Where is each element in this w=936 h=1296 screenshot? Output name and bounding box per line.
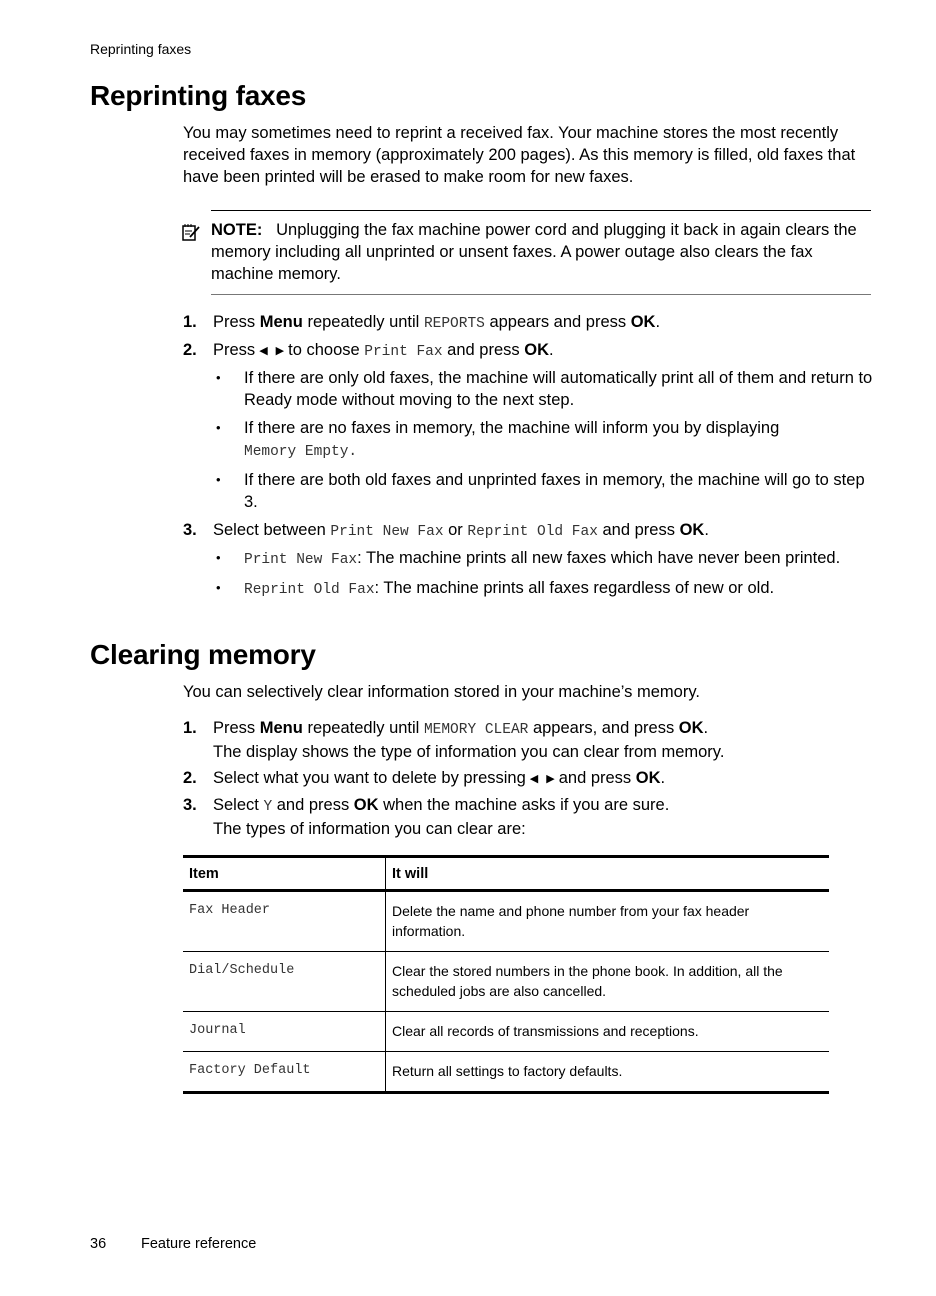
step-text: Press xyxy=(213,719,260,737)
reprint-steps xyxy=(183,311,873,607)
clear-step-1 xyxy=(183,717,873,763)
table-cell-description: Return all settings to factory defaults. xyxy=(386,1052,830,1093)
column-header-it-will: It will xyxy=(386,857,830,891)
bullet-item xyxy=(213,577,873,601)
clear-steps xyxy=(183,717,873,844)
left-arrow-icon: ◀ xyxy=(259,345,268,357)
menu-button-label: Menu xyxy=(259,719,303,737)
ok-button-label: OK xyxy=(630,313,656,331)
column-header-item: Item xyxy=(183,857,386,891)
bullet-item: • If there are both old faxes and unprinted faxes in memory, the machine will go to step 3. xyxy=(213,469,873,513)
bullet-text: : The machine prints all faxes regardless of new or old. xyxy=(374,579,775,597)
table-cell-description: Delete the name and phone number from your fax header information. xyxy=(386,891,830,952)
step-text: . xyxy=(660,769,666,787)
step-text: and press xyxy=(558,769,636,787)
step-subtext: The types of information you can clear are: xyxy=(213,820,526,838)
menu-button-label: Menu xyxy=(259,313,303,331)
note-body: Unplugging the fax machine power cord and plugging it back in again clears the memory including all unprinted or unsent faxes. A power outage also clears the fax machine memory. xyxy=(211,221,857,283)
step-text: . xyxy=(703,719,709,737)
step-2-bullets xyxy=(213,367,873,513)
bullet-text: If there are no faxes in memory, the machine will inform you by displaying xyxy=(244,419,780,437)
section-title-reprinting-faxes: Reprinting faxes xyxy=(90,80,307,111)
bullet-text: : The machine prints all new faxes which have never been printed. xyxy=(357,549,841,567)
bullet-item xyxy=(213,547,873,571)
table-cell-item: Fax Header xyxy=(183,891,386,952)
note-text xyxy=(211,219,871,285)
table-cell-item: Factory Default xyxy=(183,1052,386,1093)
step-number: 1. xyxy=(183,313,197,331)
step-text: appears, and press xyxy=(528,719,679,737)
page-footer xyxy=(90,1236,256,1252)
table-row xyxy=(183,952,829,1012)
note-pad-icon xyxy=(181,222,201,242)
ok-button-label: OK xyxy=(635,769,661,787)
step-text: and press xyxy=(597,521,680,539)
section-title-clearing-memory: Clearing memory xyxy=(90,639,316,670)
step-text: . xyxy=(548,341,554,359)
display-code: REPORTS xyxy=(423,316,485,332)
step-number: 3. xyxy=(183,796,197,814)
reprint-step-1 xyxy=(183,311,873,335)
right-arrow-icon: ▶ xyxy=(275,345,285,357)
step-number: 1. xyxy=(183,719,197,737)
step-3-bullets xyxy=(213,547,873,601)
clearing-intro: You can selectively clear information stored in your machine’s memory. xyxy=(183,683,700,701)
step-text: appears and press xyxy=(484,313,631,331)
left-arrow-icon: ◀ xyxy=(529,773,539,785)
table-cell-item: Dial/Schedule xyxy=(183,952,386,1012)
reprint-step-2 xyxy=(183,339,873,513)
table-row xyxy=(183,891,829,952)
display-code: Y xyxy=(263,799,273,815)
display-code: Reprint Old Fax xyxy=(467,524,598,540)
table-row xyxy=(183,1052,829,1093)
clear-memory-table xyxy=(183,855,829,1094)
step-text: Select what you want to delete by pressing xyxy=(213,769,526,787)
step-number: 2. xyxy=(183,769,197,787)
clear-step-3 xyxy=(183,794,873,840)
step-subtext: The display shows the type of information you can clear from memory. xyxy=(213,743,725,761)
step-text: when the machine asks if you are sure. xyxy=(378,796,670,814)
step-text: and press xyxy=(442,341,525,359)
display-code: Reprint Old Fax xyxy=(244,582,375,598)
clear-step-2 xyxy=(183,767,873,790)
step-text: or xyxy=(443,521,468,539)
table-cell-description: Clear the stored numbers in the phone book. In addition, all the scheduled jobs are also cancelled. xyxy=(386,952,830,1012)
reprint-step-3 xyxy=(183,519,873,601)
bullet-item: • If there are only old faxes, the machine will automatically print all of them and return to Ready mode without moving to the next step. xyxy=(213,367,873,411)
display-code: Print Fax xyxy=(364,344,443,360)
ok-button-label: OK xyxy=(679,521,705,539)
table-cell-item: Journal xyxy=(183,1012,386,1052)
ok-button-label: OK xyxy=(524,341,549,359)
display-code: Print New Fax xyxy=(330,524,444,540)
step-text: to choose xyxy=(288,341,365,359)
display-code: MEMORY CLEAR xyxy=(423,722,529,738)
step-text: . xyxy=(704,521,709,539)
ok-button-label: OK xyxy=(353,796,379,814)
bullet-item xyxy=(213,417,873,463)
step-text: and press xyxy=(272,796,354,814)
step-text: Press xyxy=(213,341,256,359)
step-text: . xyxy=(655,313,661,331)
step-number: 2. xyxy=(183,341,197,359)
note-box xyxy=(211,210,871,295)
table-header-row xyxy=(183,857,829,891)
table-cell-description: Clear all records of transmissions and receptions. xyxy=(386,1012,830,1052)
step-text: Select between xyxy=(213,521,331,539)
step-text: Select xyxy=(213,796,264,814)
ok-button-label: OK xyxy=(678,719,704,737)
table-row xyxy=(183,1012,829,1052)
step-text: repeatedly until xyxy=(302,313,424,331)
running-header: Reprinting faxes xyxy=(90,41,192,57)
step-number: 3. xyxy=(183,521,197,539)
display-code: Print New Fax xyxy=(244,552,358,568)
chapter-name: Feature reference xyxy=(141,1236,257,1252)
right-arrow-icon: ▶ xyxy=(546,773,555,785)
note-label: NOTE: xyxy=(211,221,263,239)
reprinting-intro: You may sometimes need to reprint a received fax. Your machine stores the most recently received faxes in memory (approximately 200 pages). As this memory is filled, old faxes that have been printed will be erased to make room for new faxes. xyxy=(183,124,856,186)
step-text: Press xyxy=(213,313,260,331)
page-number: 36 xyxy=(90,1236,107,1252)
display-code: Memory Empty. xyxy=(244,444,358,460)
step-text: repeatedly until xyxy=(302,719,424,737)
